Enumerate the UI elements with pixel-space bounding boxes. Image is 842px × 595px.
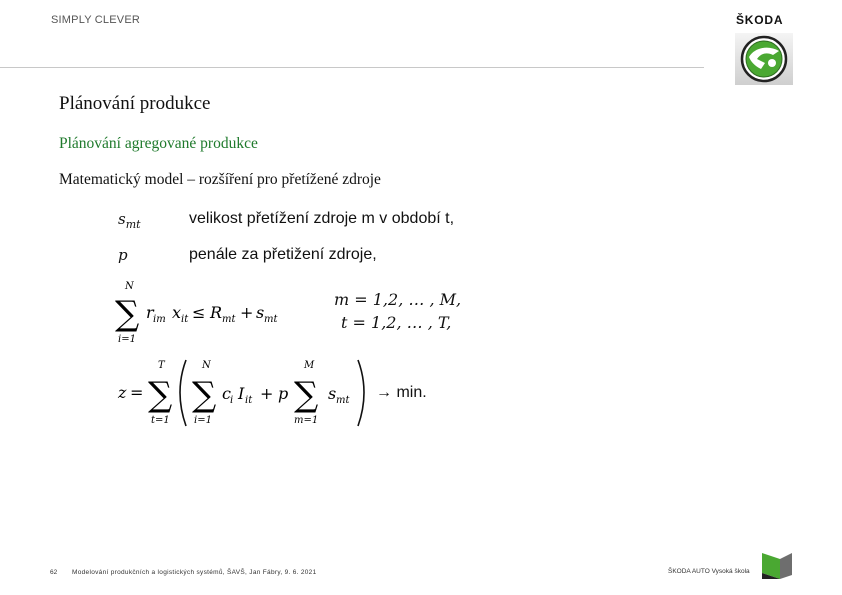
svg-text:+: + — [240, 303, 254, 322]
svg-text:=: = — [130, 383, 144, 402]
svg-text:i=1: i=1 — [194, 415, 212, 426]
svg-text:im: im — [153, 314, 166, 325]
page-number: 62 — [50, 569, 58, 576]
svg-text:s: s — [256, 303, 265, 322]
constraint-formula — [112, 278, 322, 346]
svg-text:c: c — [222, 384, 231, 403]
svg-text:T: T — [158, 360, 165, 371]
objective-result: → min. — [376, 384, 427, 401]
svg-text:mt: mt — [336, 395, 350, 406]
svg-text:mt: mt — [222, 314, 236, 325]
brand-wordmark: ŠKODA — [736, 13, 784, 27]
svg-text:z: z — [118, 383, 127, 402]
svg-text:R: R — [210, 303, 223, 322]
footer-brand: ŠKODA AUTO Vysoká škola — [668, 568, 750, 575]
footer-text: Modelování produkčních a logistických systémů, ŠAVŠ, Jan Fábry, 9. 6. 2021 — [72, 569, 317, 576]
svg-text:i: i — [230, 395, 234, 406]
svg-text:t=1: t=1 — [151, 415, 170, 426]
tagline: SIMPLY CLEVER — [51, 14, 141, 26]
svg-text:it: it — [245, 395, 253, 406]
svg-text:M: M — [304, 360, 315, 371]
constraint-condition-t: t = 1,2, … , T, — [341, 313, 452, 332]
school-flag-icon — [760, 551, 794, 581]
svg-text:∑: ∑ — [294, 375, 319, 415]
slide-title: Plánování produkce — [59, 93, 211, 114]
constraint-condition-m: m = 1,2, … , M, — [334, 290, 462, 309]
definition-text-smt: velikost přetížení zdroje m v období t, — [189, 210, 455, 227]
svg-text:mt: mt — [264, 314, 278, 325]
svg-text:I: I — [238, 384, 245, 403]
svg-text:≤: ≤ — [192, 303, 206, 322]
definition-symbol-smt: $s_{mt}$ — [118, 210, 141, 232]
header-divider — [0, 67, 704, 68]
slide-subtitle: Plánování agregované produkce — [59, 135, 258, 152]
svg-text:s: s — [328, 384, 337, 403]
svg-text:N: N — [202, 360, 211, 371]
svg-text:i=1: i=1 — [118, 334, 136, 345]
model-intro: Matematický model – rozšíření pro přetížené zdroje — [59, 171, 381, 188]
definition-symbol-p: p — [118, 246, 128, 264]
svg-text:m=1: m=1 — [294, 415, 319, 426]
svg-text:x: x — [172, 303, 182, 322]
svg-text:it: it — [181, 314, 189, 325]
svg-text:p: p — [278, 384, 289, 403]
definition-text-p: penále za přetižení zdroje, — [189, 246, 377, 263]
objective-formula — [114, 356, 374, 432]
svg-text:∑: ∑ — [148, 375, 173, 415]
svg-text:+: + — [260, 384, 274, 403]
svg-text:∑: ∑ — [192, 375, 217, 415]
svg-text:N: N — [125, 281, 134, 292]
svg-text:r: r — [146, 303, 154, 322]
svg-text:∑: ∑ — [115, 294, 140, 334]
skoda-logo-icon — [735, 33, 793, 85]
